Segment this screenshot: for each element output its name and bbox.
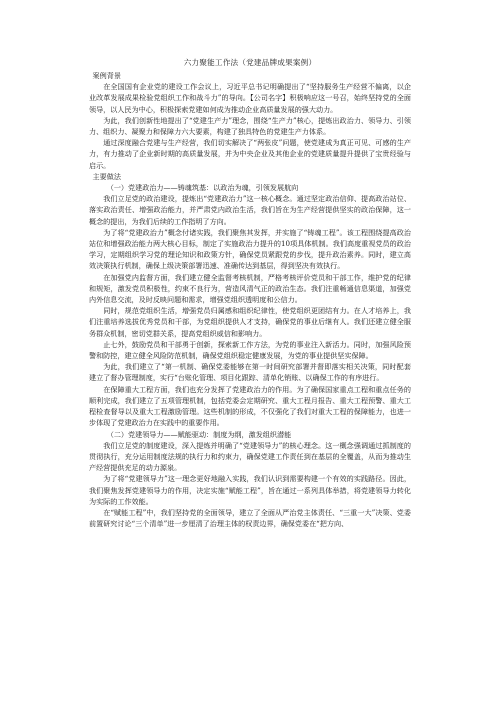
- document-body: [89, 70, 411, 529]
- section-heading: 主要做法: [92, 171, 121, 181]
- section-subheading: （二）党建领导力——赋能驱动：制度为纲，激发组织潜能: [106, 429, 292, 439]
- paragraph: 在加强党内监督方面，我们建立健全监督考核机制，严格考核评价党员和干部工作，维护党的纪律和规矩，激发党员积极性，约束不良行为，营造风清气正的政治生态。我们注重畅通信息渠道，加强党内外信息交流，及时反映问题和需求，增强党组织透明度和公信力。: [89, 272, 411, 305]
- section-heading: 案例背景: [92, 71, 121, 80]
- paragraph: 为此，我们创新性地提出了“党建生产力”理念，围绕“生产力”核心，提炼出政治力、领导力、引领力、组织力、凝聚力和保障力六大要素，构建了独具特色的党建生产力体系。: [89, 115, 411, 137]
- paragraph: 我们立足党的政治建设，提炼出“党建政治力”这一核心概念。通过坚定政治信仰、提高政治站位、落实政治责任、增强政治能力，并严肃党内政治生活，我们旨在为生产经营提供坚实的政治保障，这一概念的提出，为我们后续的工作指明了方向。: [89, 194, 411, 226]
- paragraph: 为了将“党建领导力”这一理念更好地融入实践，我们认识到需要构建一个有效的实践路径。因此，我们聚焦发挥党建领导力的作用，决定实施“赋能工程”，旨在通过一系列具体举措，将党建领导力转化为实际的工作效能。: [89, 474, 411, 506]
- paragraph: 同时，规范党组织生活，增强党员归属感和组织纪律性，使党组织更团结有力。在人才培养上，我们注重培养选拔优秀党员和干部，为党组织提供人才支持，确保党的事业后继有人。我们还建立健全服务群众机制，密切党群关系，提高党组织威信和影响力。: [89, 306, 411, 338]
- paragraph: 止七外，鼓励党员和干部勇于创新，探索新工作方法，为党的事业注入新活力。同时，加强风险预警和防控，建立健全风险防范机制，确保党组织稳定健康发展，为党的事业提供坚实保障。: [89, 339, 411, 361]
- paragraph: 我们立足党的制度建设，深入提炼并明确了“党建领导力”的核心理念。这一概念强调通过抓制度的贯彻执行，充分运用制度法规的执行力和约束力，确保党建工作责任到在基层的全覆盖，从而为推动生产经营提供充足的动力源泉。: [89, 440, 411, 473]
- paragraph: 通过深度融合党建与生产经营，我们切实解决了“两张皮”问题，使党建成为真正可见、可感的生产力，有力推动了企业新时期的高质量发展，并为中央企业及其他企业的党建质量提升提供了宝贵经验与启示。: [89, 138, 411, 170]
- paragraph: 在“赋能工程”中，我们坚持党的全面领导，建立了全面从严治党主体责任、“三重一大”决策、党委前置研究讨论“三个清单”进一步厘清了治理主体的权责边界，确保党委在“把方向、: [89, 507, 411, 529]
- paragraph: 在保障重大工程方面，我们也充分发挥了党建政治力的作用。为了确保国家重点工程和重点任务的顺利完成，我们建立了五项管理机制，包括党委会定期研究、重大工程月报告、重大工程预警、重大工程检查督导以及重大工程激励管理。这些机制的形成，不仅强化了我们对重大工程的保障能力，也进一步体现了党建政治力在实践中的重要作用。: [89, 384, 411, 428]
- document-title: 六力聚能工作法（党建品牌成果案例）: [183, 58, 317, 67]
- section-subheading: （一）党建政治力——铸魂筑基：以政治为魂，引领发展航向: [106, 183, 299, 193]
- paragraph: 为此，我们建立了“第一机制、确保党委能够在第一时间研究部署并督即落实相关决策，同时配套建立了督办管理制度，实行“台账化管理、项目化跟踪、清单化销账、以确保工作的有序进行。: [89, 362, 411, 383]
- paragraph: 为了将“党建政治力”概念付诸实践，我们聚焦其发挥，并实施了“铸魂工程”。该工程围绕提高政治站位和增强政治能力两大核心目标，制定了实施政治力提升的10项具体机制。我们高度重视党员的政治学习，定期组织学习党的理论知识和政策方针，确保党员紧跟党的步伐，提升政治素养。同时，建立高效决策执行机制，确保上级决策部署迅速、准确传达到基层，得到坚决有效执行。: [89, 227, 411, 271]
- paragraph: 在全国国有企业党的建设工作会议上，习近平总书记明确提出了“坚持服务生产经营不偏离，以企业改革发展成果检验党组织工作和战斗力”的导向。【公司名字】积极响应这一号召，始终坚持党的全面领导，以人民为中心，积极探索党建如何成为推动企业高质量发展的强大动力。: [89, 82, 411, 114]
